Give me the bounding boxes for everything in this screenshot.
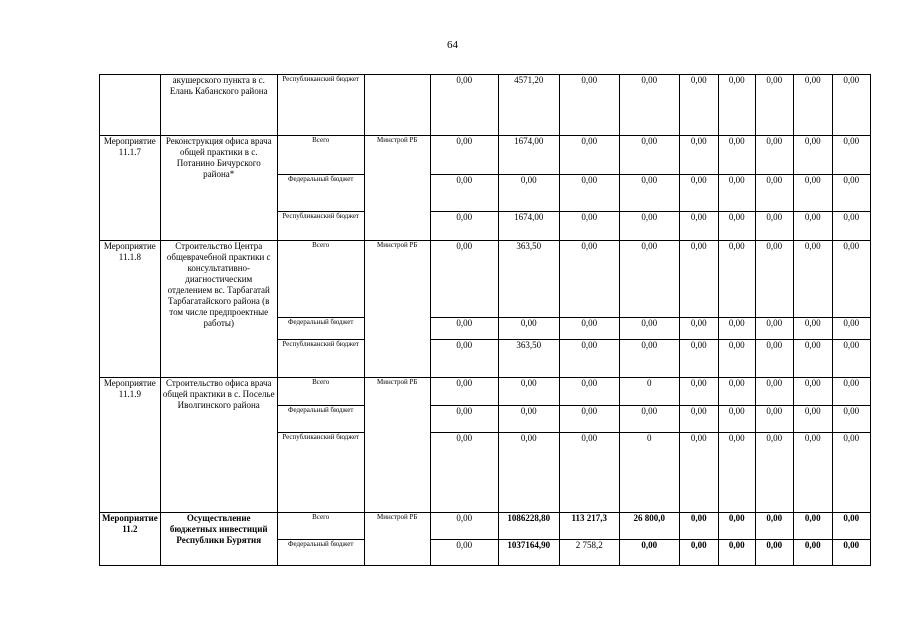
value-cell: 0,00: [832, 136, 870, 175]
value-cell: 0,00: [430, 513, 498, 540]
value-cell: 0,00: [619, 540, 679, 566]
value-cell: 0,00: [832, 340, 870, 378]
value-cell: 0,00: [679, 540, 718, 566]
value-cell: 0,00: [793, 433, 832, 513]
value-cell: 0,00: [755, 241, 793, 318]
value-cell: 0,00: [430, 241, 498, 318]
value-cell: 0,00: [430, 136, 498, 175]
funding-source-cell: Всего: [277, 241, 364, 318]
value-cell: 0,00: [430, 540, 498, 566]
value-cell: 0,00: [832, 241, 870, 318]
value-cell: 0,00: [793, 212, 832, 241]
measure-id-cell: Мероприятие 11.1.7: [100, 136, 161, 241]
value-cell: 0,00: [430, 175, 498, 212]
value-cell: 0,00: [793, 241, 832, 318]
value-cell: 1037164,90: [498, 540, 559, 566]
value-cell: 1674,00: [498, 212, 559, 241]
value-cell: 0,00: [430, 318, 498, 340]
funding-source-cell: Всего: [277, 378, 364, 406]
value-cell: 363,50: [498, 241, 559, 318]
value-cell: 0,00: [559, 175, 619, 212]
value-cell: 0,00: [755, 136, 793, 175]
funding-source-cell: Всего: [277, 136, 364, 175]
table-row: [100, 378, 871, 406]
value-cell: 0,00: [430, 75, 498, 136]
value-cell: 0,00: [718, 318, 755, 340]
page-number: 64: [447, 39, 458, 51]
funding-source-cell: Федеральный бюджет: [277, 318, 364, 340]
measure-name-cell: Осуществление бюджетных инвестиций Республики Бурятия: [160, 513, 277, 566]
value-cell: 0,00: [619, 212, 679, 241]
value-cell: 0,00: [755, 340, 793, 378]
value-cell: 0,00: [793, 75, 832, 136]
value-cell: 0,00: [679, 378, 718, 406]
value-cell: 0,00: [559, 340, 619, 378]
table-row: [100, 513, 871, 540]
executor-cell: Минстрой РБ: [364, 241, 430, 378]
value-cell: 0,00: [755, 513, 793, 540]
value-cell: 0,00: [679, 175, 718, 212]
table-row: [100, 75, 871, 136]
value-cell: 0,00: [793, 378, 832, 406]
value-cell: 0,00: [832, 433, 870, 513]
value-cell: 0,00: [619, 241, 679, 318]
executor-cell: Минстрой РБ: [364, 136, 430, 241]
value-cell: 0,00: [498, 175, 559, 212]
value-cell: 0,00: [619, 75, 679, 136]
value-cell: 0,00: [718, 513, 755, 540]
table-row: [100, 241, 871, 318]
value-cell: 363,50: [498, 340, 559, 378]
funding-source-cell: Республиканский бюджет: [277, 212, 364, 241]
measure-id-cell: [100, 75, 161, 136]
value-cell: 0,00: [679, 136, 718, 175]
value-cell: 0,00: [793, 340, 832, 378]
value-cell: 0,00: [755, 318, 793, 340]
value-cell: 0,00: [832, 318, 870, 340]
value-cell: 1086228,80: [498, 513, 559, 540]
value-cell: 0,00: [718, 241, 755, 318]
value-cell: 0,00: [718, 406, 755, 433]
funding-source-cell: Республиканский бюджет: [277, 75, 364, 136]
value-cell: 0,00: [793, 540, 832, 566]
value-cell: 0,00: [755, 75, 793, 136]
funding-source-cell: Всего: [277, 513, 364, 540]
value-cell: 113 217,3: [559, 513, 619, 540]
measure-id-cell: Мероприятие 11.1.8: [100, 241, 161, 378]
value-cell: 0,00: [793, 513, 832, 540]
budget-table: [99, 74, 871, 566]
funding-source-cell: Федеральный бюджет: [277, 175, 364, 212]
value-cell: 0,00: [430, 212, 498, 241]
value-cell: 0,00: [559, 241, 619, 318]
value-cell: 0,00: [755, 175, 793, 212]
value-cell: 0,00: [559, 378, 619, 406]
executor-cell: [364, 75, 430, 136]
value-cell: 0,00: [832, 75, 870, 136]
value-cell: 0: [619, 378, 679, 406]
value-cell: 0,00: [718, 212, 755, 241]
funding-source-cell: Республиканский бюджет: [277, 433, 364, 513]
value-cell: 0,00: [755, 540, 793, 566]
value-cell: 0,00: [793, 318, 832, 340]
executor-cell: Минстрой РБ: [364, 378, 430, 513]
value-cell: 0,00: [679, 318, 718, 340]
value-cell: 0,00: [679, 241, 718, 318]
value-cell: 0,00: [559, 318, 619, 340]
value-cell: 0,00: [832, 513, 870, 540]
funding-source-cell: Республиканский бюджет: [277, 340, 364, 378]
value-cell: 0,00: [559, 406, 619, 433]
value-cell: 0,00: [718, 433, 755, 513]
value-cell: 1674,00: [498, 136, 559, 175]
value-cell: 0,00: [679, 406, 718, 433]
measure-name-cell: Строительство Центра общеврачебной практики с консультативно-диагностическим отделением вс. Тарбагатай Тарбагатайского района (в том числе предпроектные работы): [160, 241, 277, 378]
funding-source-cell: Федеральный бюджет: [277, 540, 364, 566]
measure-id-cell: Мероприятие 11.2: [100, 513, 161, 566]
executor-cell: Минстрой РБ: [364, 513, 430, 566]
value-cell: 0,00: [559, 75, 619, 136]
value-cell: 0: [619, 433, 679, 513]
value-cell: 0,00: [793, 406, 832, 433]
measure-name-cell: Строительство офиса врача общей практики в с. Поселье Иволгинского района: [160, 378, 277, 513]
value-cell: 26 800,0: [619, 513, 679, 540]
value-cell: 0,00: [619, 136, 679, 175]
value-cell: 0,00: [718, 340, 755, 378]
value-cell: 0,00: [498, 378, 559, 406]
value-cell: 0,00: [679, 212, 718, 241]
value-cell: 4571,20: [498, 75, 559, 136]
value-cell: 0,00: [793, 136, 832, 175]
value-cell: 0,00: [559, 212, 619, 241]
value-cell: 0,00: [559, 136, 619, 175]
value-cell: 0,00: [832, 212, 870, 241]
funding-source-cell: Федеральный бюджет: [277, 406, 364, 433]
value-cell: 0,00: [619, 175, 679, 212]
measure-name-cell: Реконструкция офиса врача общей практики в с. Потанино Бичурского района*: [160, 136, 277, 241]
table-row: [100, 136, 871, 175]
value-cell: 0,00: [619, 318, 679, 340]
value-cell: 0,00: [755, 212, 793, 241]
value-cell: 0,00: [498, 318, 559, 340]
value-cell: 0,00: [619, 340, 679, 378]
value-cell: 0,00: [430, 406, 498, 433]
value-cell: 0,00: [498, 433, 559, 513]
value-cell: 0,00: [559, 433, 619, 513]
value-cell: 0,00: [755, 406, 793, 433]
value-cell: 0,00: [619, 406, 679, 433]
value-cell: 0,00: [498, 406, 559, 433]
value-cell: 0,00: [832, 406, 870, 433]
value-cell: 0,00: [679, 513, 718, 540]
value-cell: 0,00: [679, 433, 718, 513]
value-cell: 0,00: [832, 175, 870, 212]
measure-id-cell: Мероприятие 11.1.9: [100, 378, 161, 513]
value-cell: 0,00: [679, 340, 718, 378]
measure-name-cell: акушерского пункта в с. Елань Кабанского района: [160, 75, 277, 136]
value-cell: 0,00: [679, 75, 718, 136]
value-cell: 0,00: [755, 433, 793, 513]
value-cell: 0,00: [832, 540, 870, 566]
value-cell: 0,00: [718, 136, 755, 175]
value-cell: 0,00: [718, 75, 755, 136]
value-cell: 0,00: [430, 433, 498, 513]
value-cell: 0,00: [430, 340, 498, 378]
value-cell: 0,00: [718, 540, 755, 566]
value-cell: 0,00: [718, 378, 755, 406]
value-cell: 0,00: [430, 378, 498, 406]
value-cell: 2 758,2: [559, 540, 619, 566]
value-cell: 0,00: [755, 378, 793, 406]
value-cell: 0,00: [832, 378, 870, 406]
value-cell: 0,00: [718, 175, 755, 212]
value-cell: 0,00: [793, 175, 832, 212]
